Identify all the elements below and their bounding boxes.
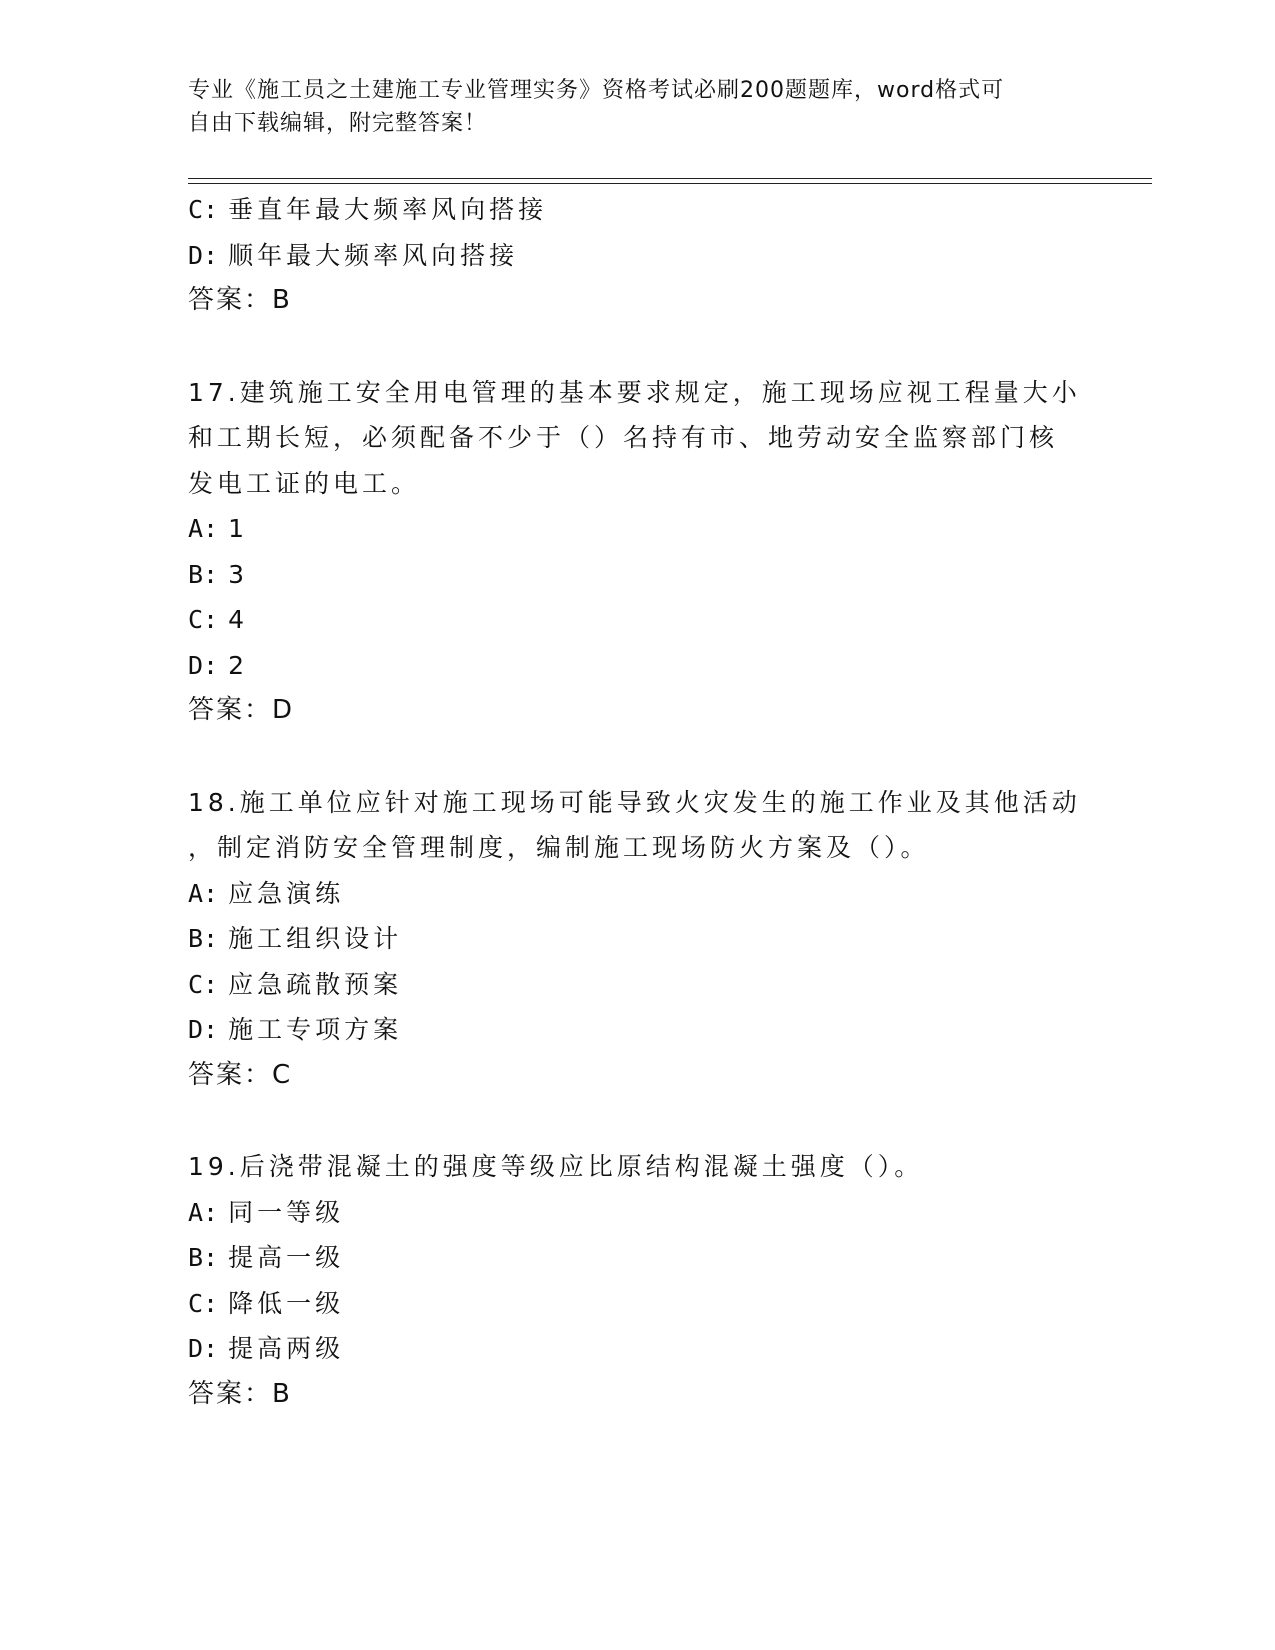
option-c <box>188 187 1088 233</box>
option-b <box>188 552 1088 598</box>
option-d <box>188 1007 1088 1053</box>
option-text: 施工组织设计 <box>228 924 403 953</box>
option-c <box>188 597 1088 643</box>
option-text: 应急演练 <box>228 878 345 908</box>
option-text: 4 <box>228 605 249 634</box>
question-text-line: 和工期长短，必须配备不少于（）名持有市、地劳动安全监察部门核 <box>188 423 1059 452</box>
option-text: 提高一级 <box>228 1243 345 1272</box>
option-label: A: <box>188 1197 219 1227</box>
option-text: 3 <box>228 559 249 589</box>
spacer <box>188 324 1088 370</box>
option-a <box>188 1190 1088 1236</box>
option-c <box>188 962 1088 1008</box>
option-text: 提高两级 <box>228 1334 345 1363</box>
option-a <box>188 871 1088 917</box>
option-label: D: <box>188 1015 219 1044</box>
option-text: 施工专项方案 <box>228 1015 403 1044</box>
question-text-line: 发电工证的电工。 <box>188 468 421 498</box>
header-line-2: 自由下载编辑，附完整答案！ <box>188 111 488 136</box>
option-a <box>188 506 1088 552</box>
option-label: A: <box>188 878 219 908</box>
option-label: D: <box>188 1334 219 1363</box>
option-label: A: <box>188 514 219 543</box>
option-label: D: <box>188 650 219 680</box>
spacer <box>188 734 1088 780</box>
question-text-line: ，制定消防安全管理制度，编制施工现场防火方案及（）。 <box>188 833 930 862</box>
option-label: C: <box>188 195 219 224</box>
option-label: B: <box>188 559 219 589</box>
option-b <box>188 1235 1088 1281</box>
option-text: 2 <box>228 650 249 680</box>
question-text-line: 17.建筑施工安全用电管理的基本要求规定，施工现场应视工程量大小 <box>188 377 1081 407</box>
answer: 答案：C <box>188 1059 293 1090</box>
option-text: 顺年最大频率风向搭接 <box>228 240 519 270</box>
header-divider-bottom <box>188 183 1152 184</box>
question-18 <box>188 780 1088 1099</box>
option-b <box>188 916 1088 962</box>
option-label: C: <box>188 1288 219 1318</box>
previous-question <box>188 187 1088 324</box>
option-d <box>188 1326 1088 1372</box>
option-text: 同一等级 <box>228 1197 345 1227</box>
question-19 <box>188 1144 1088 1417</box>
option-label: B: <box>188 924 219 953</box>
option-label: C: <box>188 969 219 999</box>
option-d <box>188 233 1088 279</box>
option-label: D: <box>188 240 219 270</box>
option-text: 垂直年最大频率风向搭接 <box>228 195 548 224</box>
option-text: 应急疏散预案 <box>228 969 403 999</box>
question-17 <box>188 370 1088 734</box>
header-line-1: 专业《施工员之土建施工专业管理实务》资格考试必刷200题题库，word格式可 <box>188 78 1005 103</box>
header-divider-top <box>188 178 1152 179</box>
answer: 答案：B <box>188 285 292 315</box>
question-text-line: 18.施工单位应针对施工现场可能导致火灾发生的施工作业及其他活动 <box>188 787 1081 817</box>
option-c <box>188 1281 1088 1327</box>
option-d <box>188 643 1088 689</box>
answer: 答案：D <box>188 695 295 725</box>
question-text-line: 19.后浇带混凝土的强度等级应比原结构混凝土强度（）。 <box>188 1152 924 1181</box>
option-label: C: <box>188 605 219 634</box>
document-header <box>188 74 1068 140</box>
spacer <box>188 1098 1088 1144</box>
question-content <box>188 187 1088 1417</box>
option-text: 1 <box>228 514 249 543</box>
answer: 答案：B <box>188 1378 292 1409</box>
option-label: B: <box>188 1243 219 1272</box>
option-text: 降低一级 <box>228 1288 345 1318</box>
